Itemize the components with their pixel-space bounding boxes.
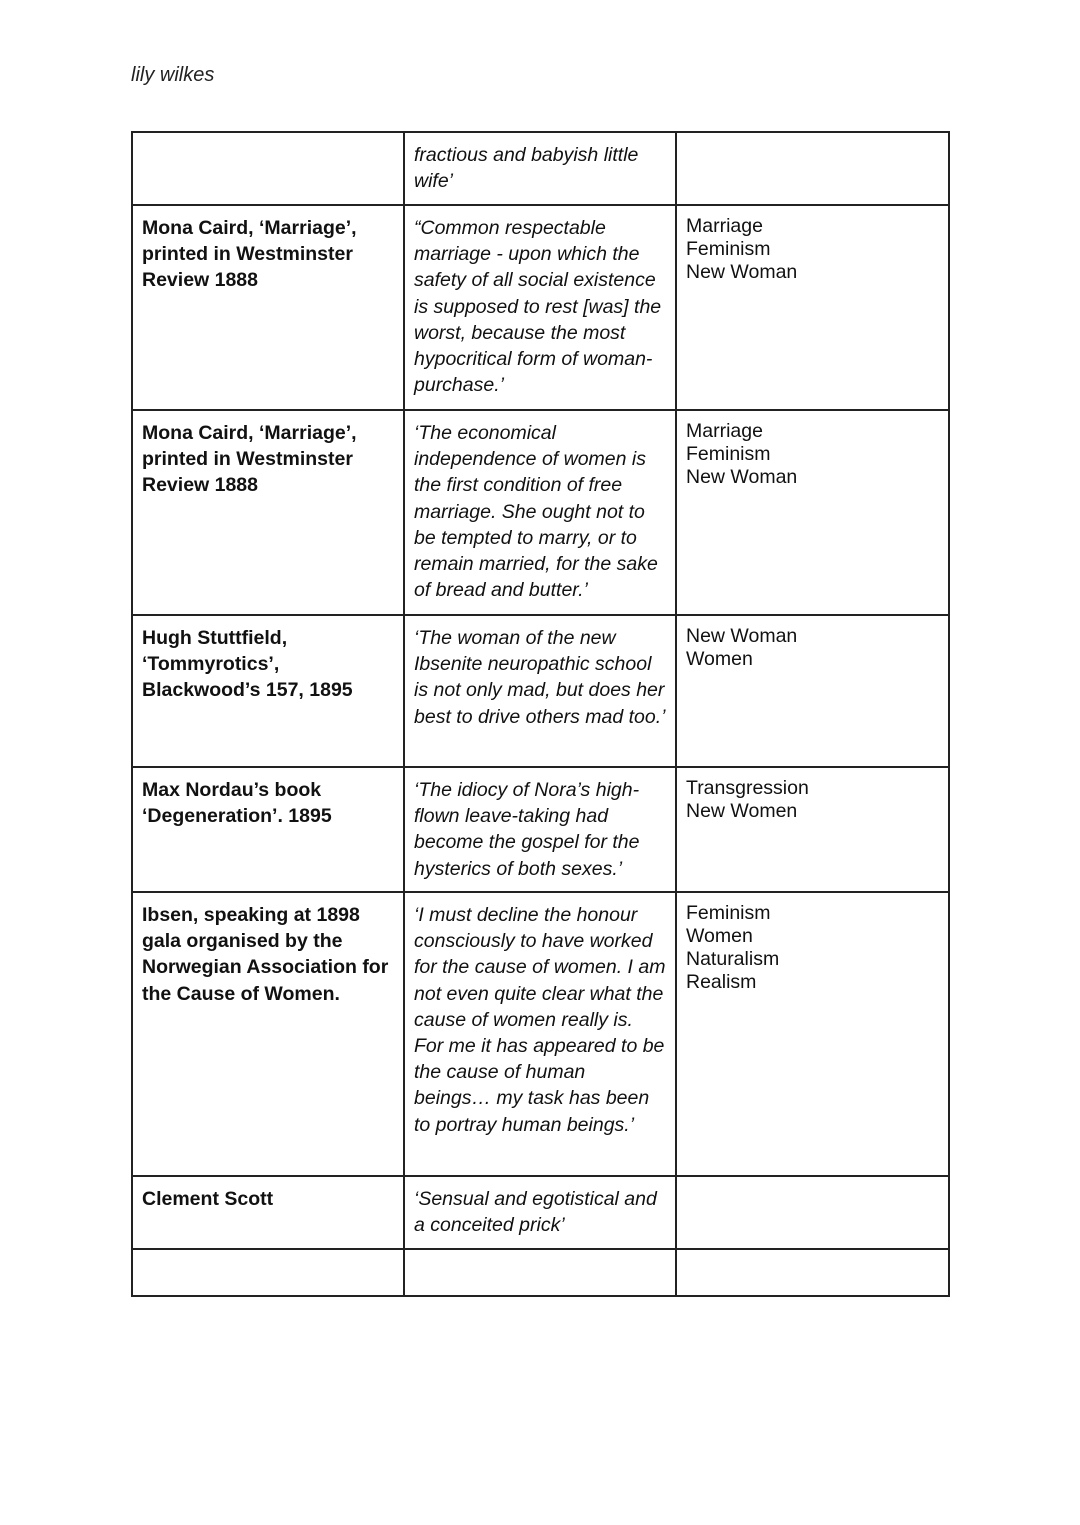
source-cell — [132, 1249, 404, 1296]
theme-tag: New Woman — [686, 261, 798, 283]
theme-tag: Women — [686, 925, 753, 947]
themes-cell — [676, 615, 949, 767]
table-row — [132, 205, 949, 410]
themes-cell — [676, 767, 949, 892]
theme-tag: New Women — [686, 800, 798, 822]
quote-cell: ‘I must decline the honour consciously to have worked for the cause of women. I am not even quite clear what the cause of women really is. For me it has appeared to be the cause of human beings… my task has been to portray human beings.’ — [404, 892, 676, 1176]
quotes-table — [131, 131, 950, 1297]
themes-cell — [676, 410, 949, 615]
themes-cell — [676, 132, 949, 205]
quote-cell: ‘The idiocy of Nora’s high-flown leave-taking had become the gospel for the hysterics of both sexes.’ — [404, 767, 676, 892]
theme-tag: Feminism — [686, 902, 771, 924]
source-cell — [132, 132, 404, 205]
theme-tag: New Woman — [686, 466, 798, 488]
source-cell: Hugh Stuttfield, ‘Tommyrotics’, Blackwood’s 157, 1895 — [132, 615, 404, 767]
quote-cell: ‘The economical independence of women is the first condition of free marriage. She ought not to be tempted to marry, or to remain married, for the sake of bread and butter.’ — [404, 410, 676, 615]
source-cell: Mona Caird, ‘Marriage’, printed in Westminster Review 1888 — [132, 410, 404, 615]
theme-tag: Realism — [686, 971, 757, 993]
quote-cell: “Common respectable marriage - upon which the safety of all social existence is supposed to rest [was] the worst, because the most hypocritical form of woman-purchase.’ — [404, 205, 676, 410]
theme-tag: Marriage — [686, 420, 763, 442]
quote-cell: ‘The woman of the new Ibsenite neuropathic school is not only mad, but does her best to drive others mad too.’ — [404, 615, 676, 767]
table-row — [132, 132, 949, 205]
theme-tag: Feminism — [686, 443, 771, 465]
theme-tag: Transgression — [686, 777, 809, 799]
quote-cell: fractious and babyish little wife’ — [404, 132, 676, 205]
theme-tag: Marriage — [686, 215, 763, 237]
table-row — [132, 1249, 949, 1296]
table-row — [132, 892, 949, 1176]
quote-cell — [404, 1249, 676, 1296]
author-name: lily wilkes — [131, 64, 215, 86]
source-cell: Max Nordau’s book ‘Degeneration’. 1895 — [132, 767, 404, 892]
source-cell: Clement Scott — [132, 1176, 404, 1249]
themes-cell — [676, 205, 949, 410]
theme-tag: Feminism — [686, 238, 771, 260]
table-row — [132, 615, 949, 767]
table-row — [132, 1176, 949, 1249]
theme-tag: Women — [686, 648, 753, 670]
themes-cell — [676, 1176, 949, 1249]
quote-cell: ‘Sensual and egotistical and a conceited prick’ — [404, 1176, 676, 1249]
themes-cell — [676, 1249, 949, 1296]
source-cell: Ibsen, speaking at 1898 gala organised by the Norwegian Association for the Cause of Women. — [132, 892, 404, 1176]
themes-cell — [676, 892, 949, 1176]
table-row — [132, 410, 949, 615]
theme-tag: New Woman — [686, 625, 798, 647]
source-cell: Mona Caird, ‘Marriage’, printed in Westminster Review 1888 — [132, 205, 404, 410]
theme-tag: Naturalism — [686, 948, 780, 970]
table-row — [132, 767, 949, 892]
